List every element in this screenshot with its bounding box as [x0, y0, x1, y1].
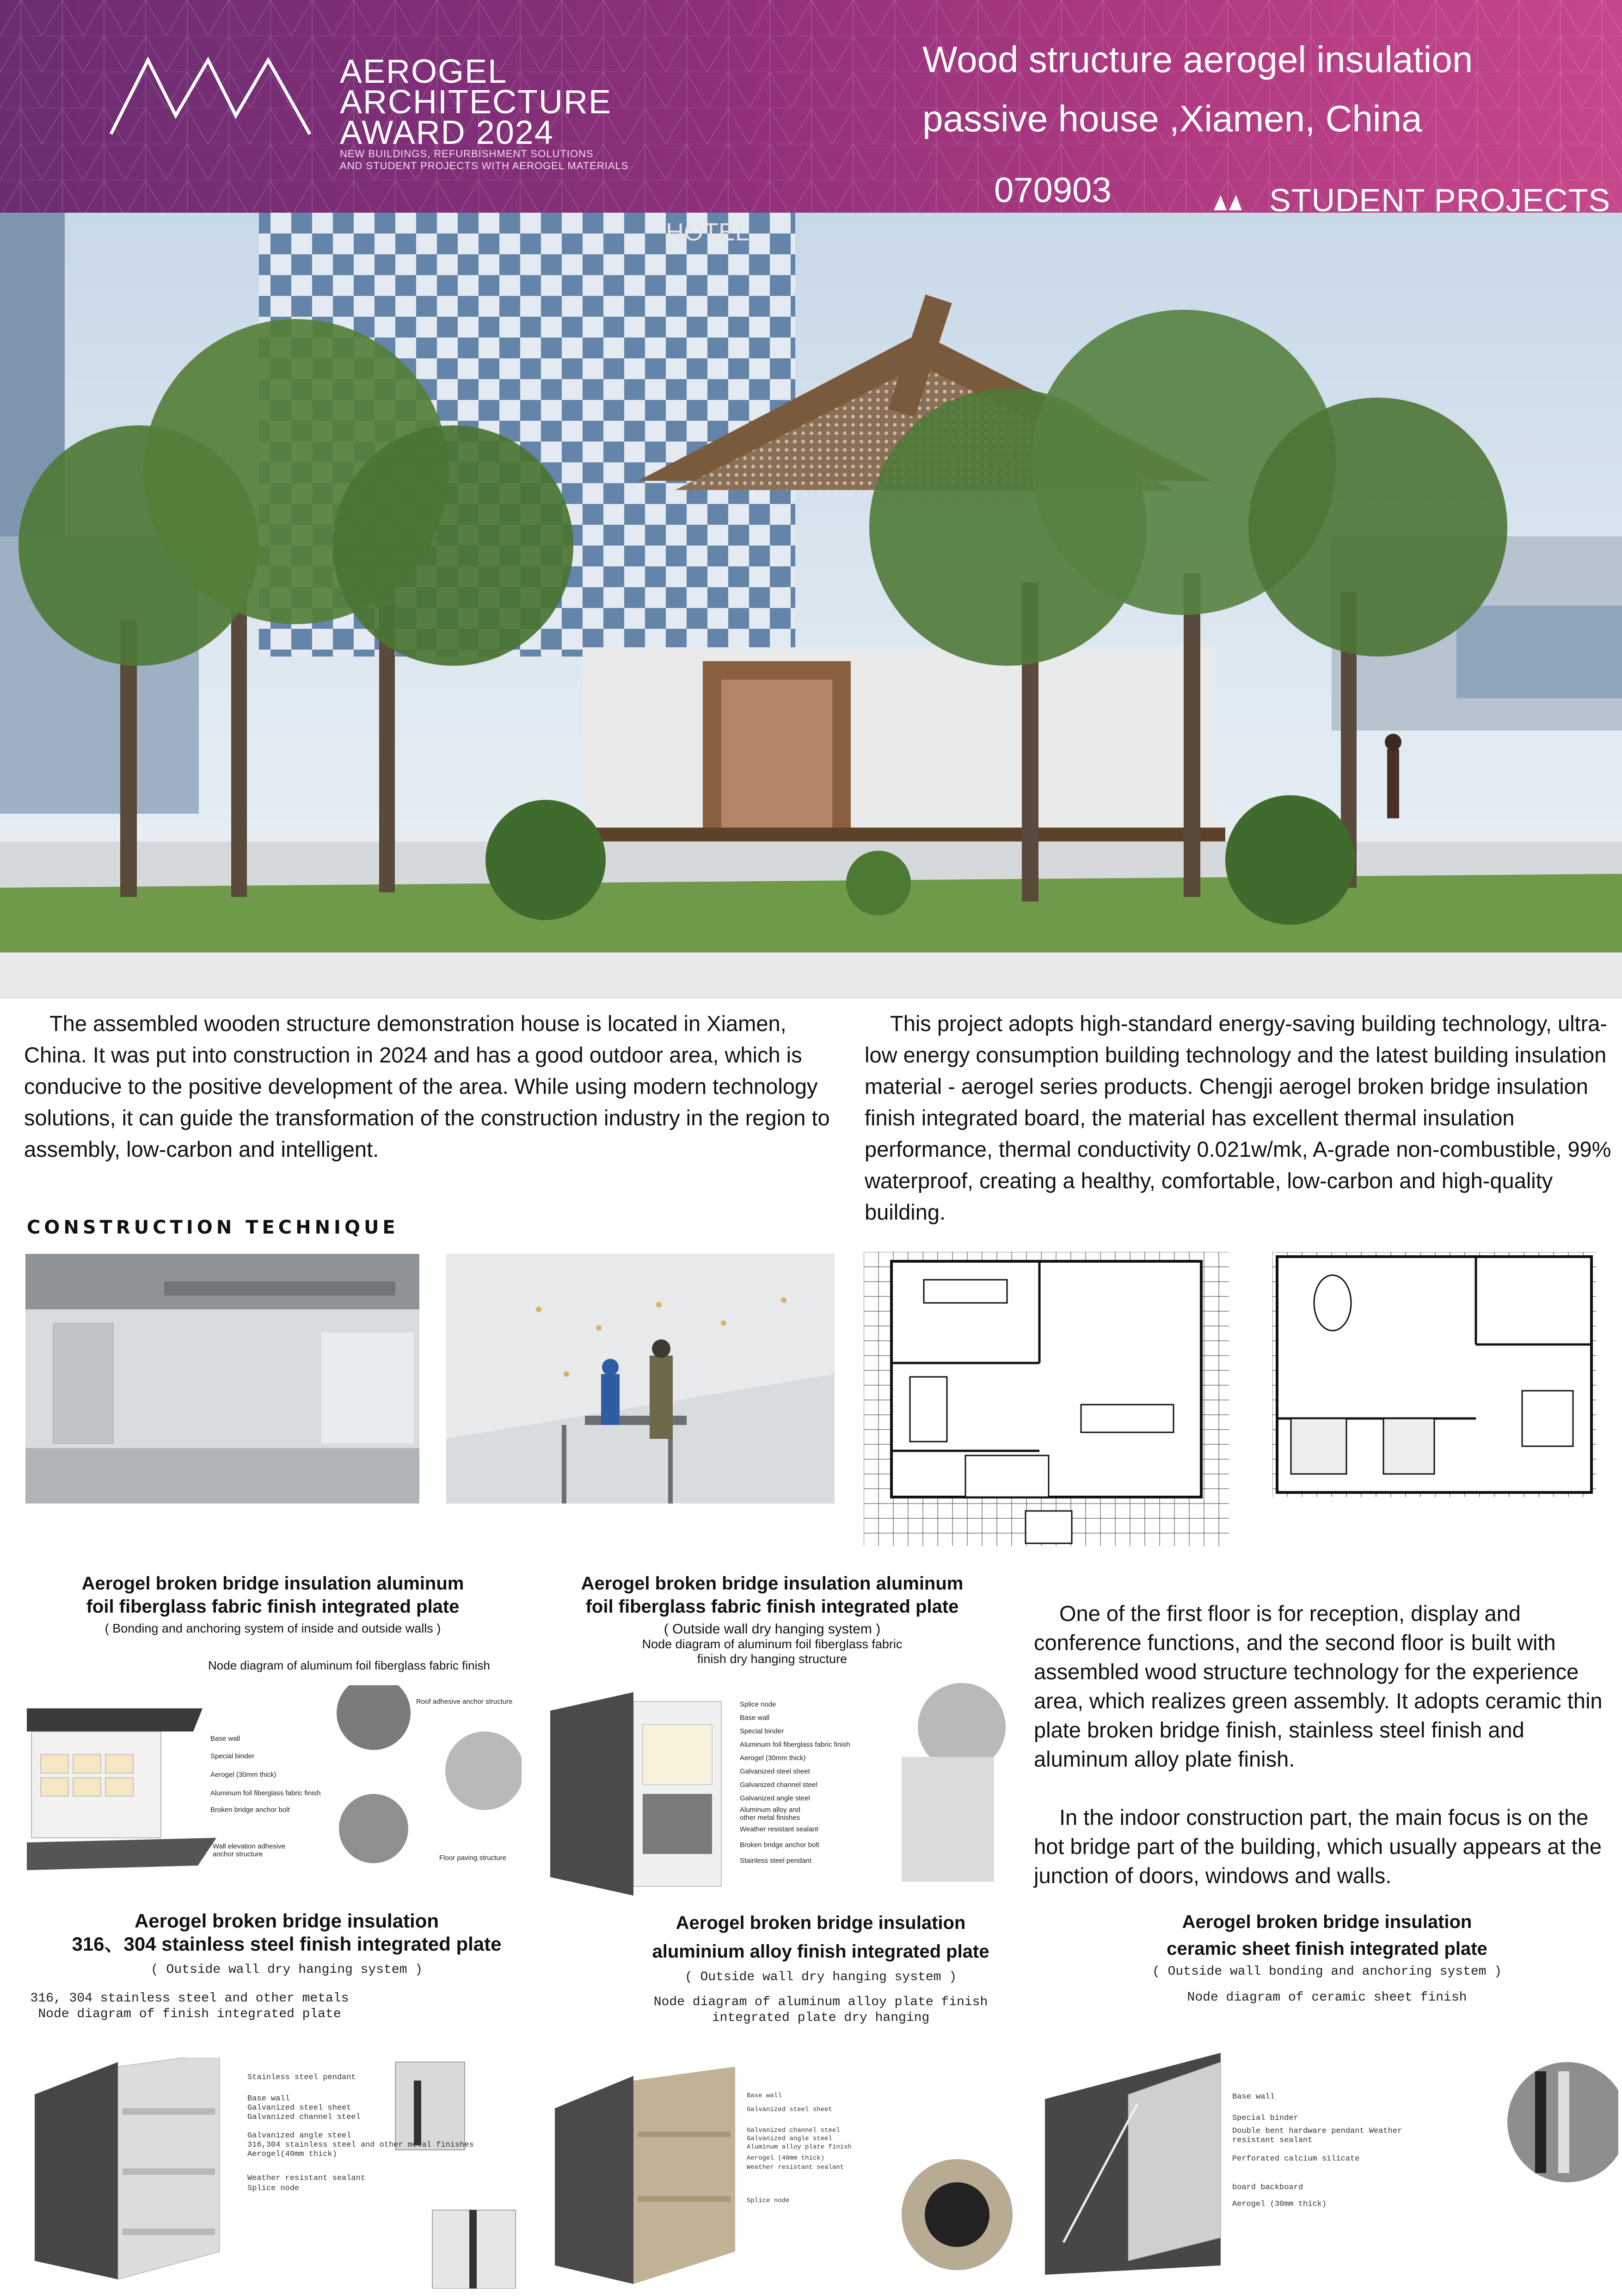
- detail-1-label-5: Aluminum foil fiberglass fabric finish: [210, 1789, 321, 1797]
- detail-2-label-6: Galvanized steel sheet: [740, 1768, 810, 1775]
- detail-foil-bonding: [18, 1572, 527, 1636]
- detail-4-label-5: Aluminum alloy plate finish: [747, 2143, 852, 2151]
- intro-right-paragraph: [865, 1008, 1614, 1228]
- award-logo-icon: [106, 51, 319, 139]
- detail-2-node-title-line-1: Node diagram of aluminum foil fiberglass fabric: [642, 1637, 903, 1651]
- detail-2-title-line-1: Aerogel broken bridge insulation aluminum: [581, 1573, 964, 1594]
- detail-1-label-1: Roof adhesive anchor structure: [416, 1698, 513, 1706]
- detail-5-node-title: Node diagram of ceramic sheet finish: [1187, 1990, 1467, 2005]
- detail-3-label-4: Galvanized channel steel: [247, 2113, 361, 2122]
- description-text: [1034, 1599, 1614, 1890]
- project-code: 070903: [994, 171, 1112, 210]
- detail-4-diagram: [550, 2067, 1031, 2293]
- detail-3-label-5: Galvanized angle steel: [247, 2131, 351, 2140]
- project-title: [922, 30, 1473, 148]
- detail-2-diagram: [550, 1683, 1013, 1905]
- detail-4-label-4: Galvanized angle steel: [747, 2135, 832, 2143]
- detail-2-subtitle: ( Outside wall dry hanging system ): [664, 1621, 881, 1637]
- detail-ceramic-sheet: [1096, 1909, 1558, 2006]
- award-subtitle-line-1: NEW BUILDINGS, REFURBISHMENT SOLUTIONS: [340, 148, 594, 160]
- detail-2-label-7: Galvanized channel steel: [740, 1781, 817, 1789]
- award-subtitle-line-2: AND STUDENT PROJECTS WITH AEROGEL MATERIALS: [340, 160, 629, 172]
- title-line-2: passive house ,Xiamen, China: [922, 98, 1422, 139]
- detail-1-label-7: Wall elevation adhesive anchor structure: [213, 1842, 286, 1858]
- floor-plan-ground: [864, 1252, 1229, 1546]
- detail-1-label-8: Floor paving structure: [439, 1854, 507, 1862]
- award-name: [340, 53, 629, 172]
- detail-3-title-line-1: Aerogel broken bridge insulation: [134, 1910, 439, 1932]
- section-heading: CONSTRUCTION TECHNIQUE: [27, 1217, 399, 1238]
- detail-5-diagram: [1036, 2044, 1618, 2284]
- award-line-2: ARCHITECTURE: [340, 84, 612, 121]
- detail-3-label-2: Base wall: [247, 2094, 290, 2103]
- detail-2-label-2: Base wall: [740, 1714, 770, 1722]
- detail-stainless-steel: [18, 1909, 555, 2022]
- detail-5-title-line-1: Aerogel broken bridge insulation: [1182, 1912, 1472, 1932]
- detail-5-subtitle: ( Outside wall bonding and anchoring system ): [1152, 1964, 1502, 1979]
- detail-3-title-line-2: 316、304 stainless steel finish integrated plate: [72, 1933, 502, 1955]
- detail-3-label-3: Galvanized steel sheet: [247, 2104, 351, 2112]
- detail-1-label-4: Aerogel (30mm thick): [210, 1771, 276, 1779]
- intro-left-paragraph: [24, 1008, 847, 1165]
- construction-photo-workers: [446, 1254, 835, 1504]
- detail-5-title-line-2: ceramic sheet finish integrated plate: [1167, 1939, 1487, 1959]
- detail-4-node-title-line-1: Node diagram of aluminum alloy plate finish: [653, 1995, 988, 2009]
- intro-left-text: The assembled wooden structure demonstration house is located in Xiamen, China. It was put into construction in 2024 and has a good outdoor area, which is conducive to the positive development of the area. While using modern technology solutions, it can guide the transformation of the construction industry in the region to assembly, low-carbon and intelligent.: [24, 1011, 830, 1161]
- detail-4-label-2: Galvanized steel sheet: [747, 2106, 832, 2113]
- floor-plan-upper: [1272, 1252, 1596, 1497]
- detail-5-label-5: board backboard: [1232, 2183, 1303, 2192]
- detail-2-label-9: Aluminum alloy and other metal finishes: [740, 1806, 800, 1822]
- detail-2-label-3: Special binder: [740, 1727, 784, 1735]
- detail-3-node-title-line-2: Node diagram of finish integrated plate: [38, 2007, 341, 2021]
- hero-rendering: [0, 213, 1622, 999]
- detail-aluminium-alloy: [601, 1909, 1040, 2026]
- detail-2-label-5: Aerogel (30mm thick): [740, 1754, 806, 1762]
- intro-right-text: This project adopts high-standard energy-saving building technology, ultra-low energy consumption building technology and the latest building insulation material - aerogel series products. Chengji aerogel broken bridge insulation finish integrated board, the material has excellent thermal insulation performance, thermal conductivity 0.021w/mk, A-grade non-combustible, 99% waterproof, creating a healthy, comfortable, low-carbon and high-quality building.: [865, 1011, 1611, 1224]
- detail-3-label-7: Aerogel(40mm thick): [247, 2150, 337, 2159]
- detail-5-label-2: Special binder: [1232, 2114, 1298, 2123]
- detail-1-label-6: Broken bridge anchor bolt: [210, 1806, 290, 1814]
- detail-2-label-4: Aluminum foil fiberglass fabric finish: [740, 1741, 850, 1749]
- title-line-1: Wood structure aerogel insulation: [922, 39, 1473, 80]
- description-paragraph-2: In the indoor construction part, the main focus is on the hot bridge part of the building, which usually appears at the junction of doors, windows and walls.: [1034, 1805, 1602, 1888]
- detail-2-label-8: Galvanized angle steel: [740, 1794, 810, 1802]
- detail-2-label-1: Splice node: [740, 1701, 776, 1708]
- detail-2-label-11: Broken bridge anchor bolt: [740, 1841, 819, 1849]
- hotel-sign: HOTEL: [666, 218, 750, 246]
- category-label: STUDENT PROJECTS: [1269, 182, 1611, 213]
- detail-3-subtitle: ( Outside wall dry hanging system ): [150, 1963, 423, 1977]
- detail-4-node-title-line-2: integrated plate dry hanging: [712, 2011, 930, 2025]
- detail-4-title-line-1: Aerogel broken bridge insulation: [676, 1913, 966, 1933]
- detail-4-label-8: Splice node: [747, 2197, 790, 2204]
- detail-1-label-2: Base wall: [210, 1735, 240, 1743]
- detail-4-label-6: Aerogel (40mm thick): [747, 2155, 825, 2162]
- detail-1-label-3: Special binder: [210, 1752, 255, 1760]
- detail-1-title-line-2: foil fiberglass fabric finish integrated plate: [86, 1596, 460, 1617]
- detail-3-label-1: Stainless steel pendant: [247, 2073, 356, 2082]
- detail-5-label-4: Perforated calcium silicate: [1232, 2155, 1360, 2163]
- detail-2-title-line-2: foil fiberglass fabric finish integrated plate: [585, 1596, 959, 1617]
- detail-4-label-3: Galvanized channel steel: [747, 2127, 840, 2134]
- detail-foil-dry-hanging: [541, 1572, 1003, 1666]
- detail-3-label-6: 316,304 stainless steel and other metal finishes: [247, 2141, 474, 2149]
- construction-photo-interior: [25, 1254, 419, 1504]
- detail-1-subtitle: ( Bonding and anchoring system of inside and outside walls ): [104, 1621, 441, 1635]
- detail-3-node-title-line-1: 316, 304 stainless steel and other metals: [30, 1991, 349, 2006]
- detail-2-node-title-line-2: finish dry hanging structure: [697, 1652, 848, 1666]
- detail-4-label-7: Weather resistant sealant: [747, 2164, 844, 2171]
- detail-4-subtitle: ( Outside wall dry hanging system ): [684, 1970, 957, 1984]
- detail-5-label-6: Aerogel (30mm thick): [1232, 2200, 1327, 2209]
- detail-1-title-line-1: Aerogel broken bridge insulation aluminum: [81, 1573, 464, 1594]
- description-paragraph-1: One of the first floor is for reception, display and conference functions, and the second floor is built with assembled wood structure technology for the experience area, which realizes green assembly. It adopts ceramic thin plate broken bridge finish, stainless steel finish and aluminum alloy plate finish.: [1034, 1601, 1603, 1771]
- detail-4-title-line-2: aluminium alloy finish integrated plate: [652, 1941, 989, 1962]
- award-line-1: AEROGEL: [340, 53, 508, 90]
- award-subtitle: [340, 148, 628, 172]
- award-line-3: AWARD 2024: [340, 114, 554, 151]
- detail-2-label-10: Weather resistant sealant: [740, 1825, 818, 1833]
- detail-3-label-9: Splice node: [247, 2184, 300, 2193]
- detail-5-label-3: Double bent hardware pendant Weather resistant sealant: [1232, 2127, 1402, 2145]
- detail-5-label-1: Base wall: [1232, 2093, 1275, 2101]
- detail-3-diagram: [25, 2057, 543, 2289]
- detail-3-label-8: Weather resistant sealant: [247, 2174, 366, 2183]
- detail-2-label-12: Stainless steel pendant: [740, 1857, 812, 1865]
- mini-logo-icon: [1211, 190, 1248, 213]
- header-banner: [0, 0, 1622, 213]
- detail-1-node-title: Node diagram of aluminum foil fiberglass fabric finish: [208, 1658, 490, 1672]
- detail-4-label-1: Base wall: [747, 2092, 782, 2100]
